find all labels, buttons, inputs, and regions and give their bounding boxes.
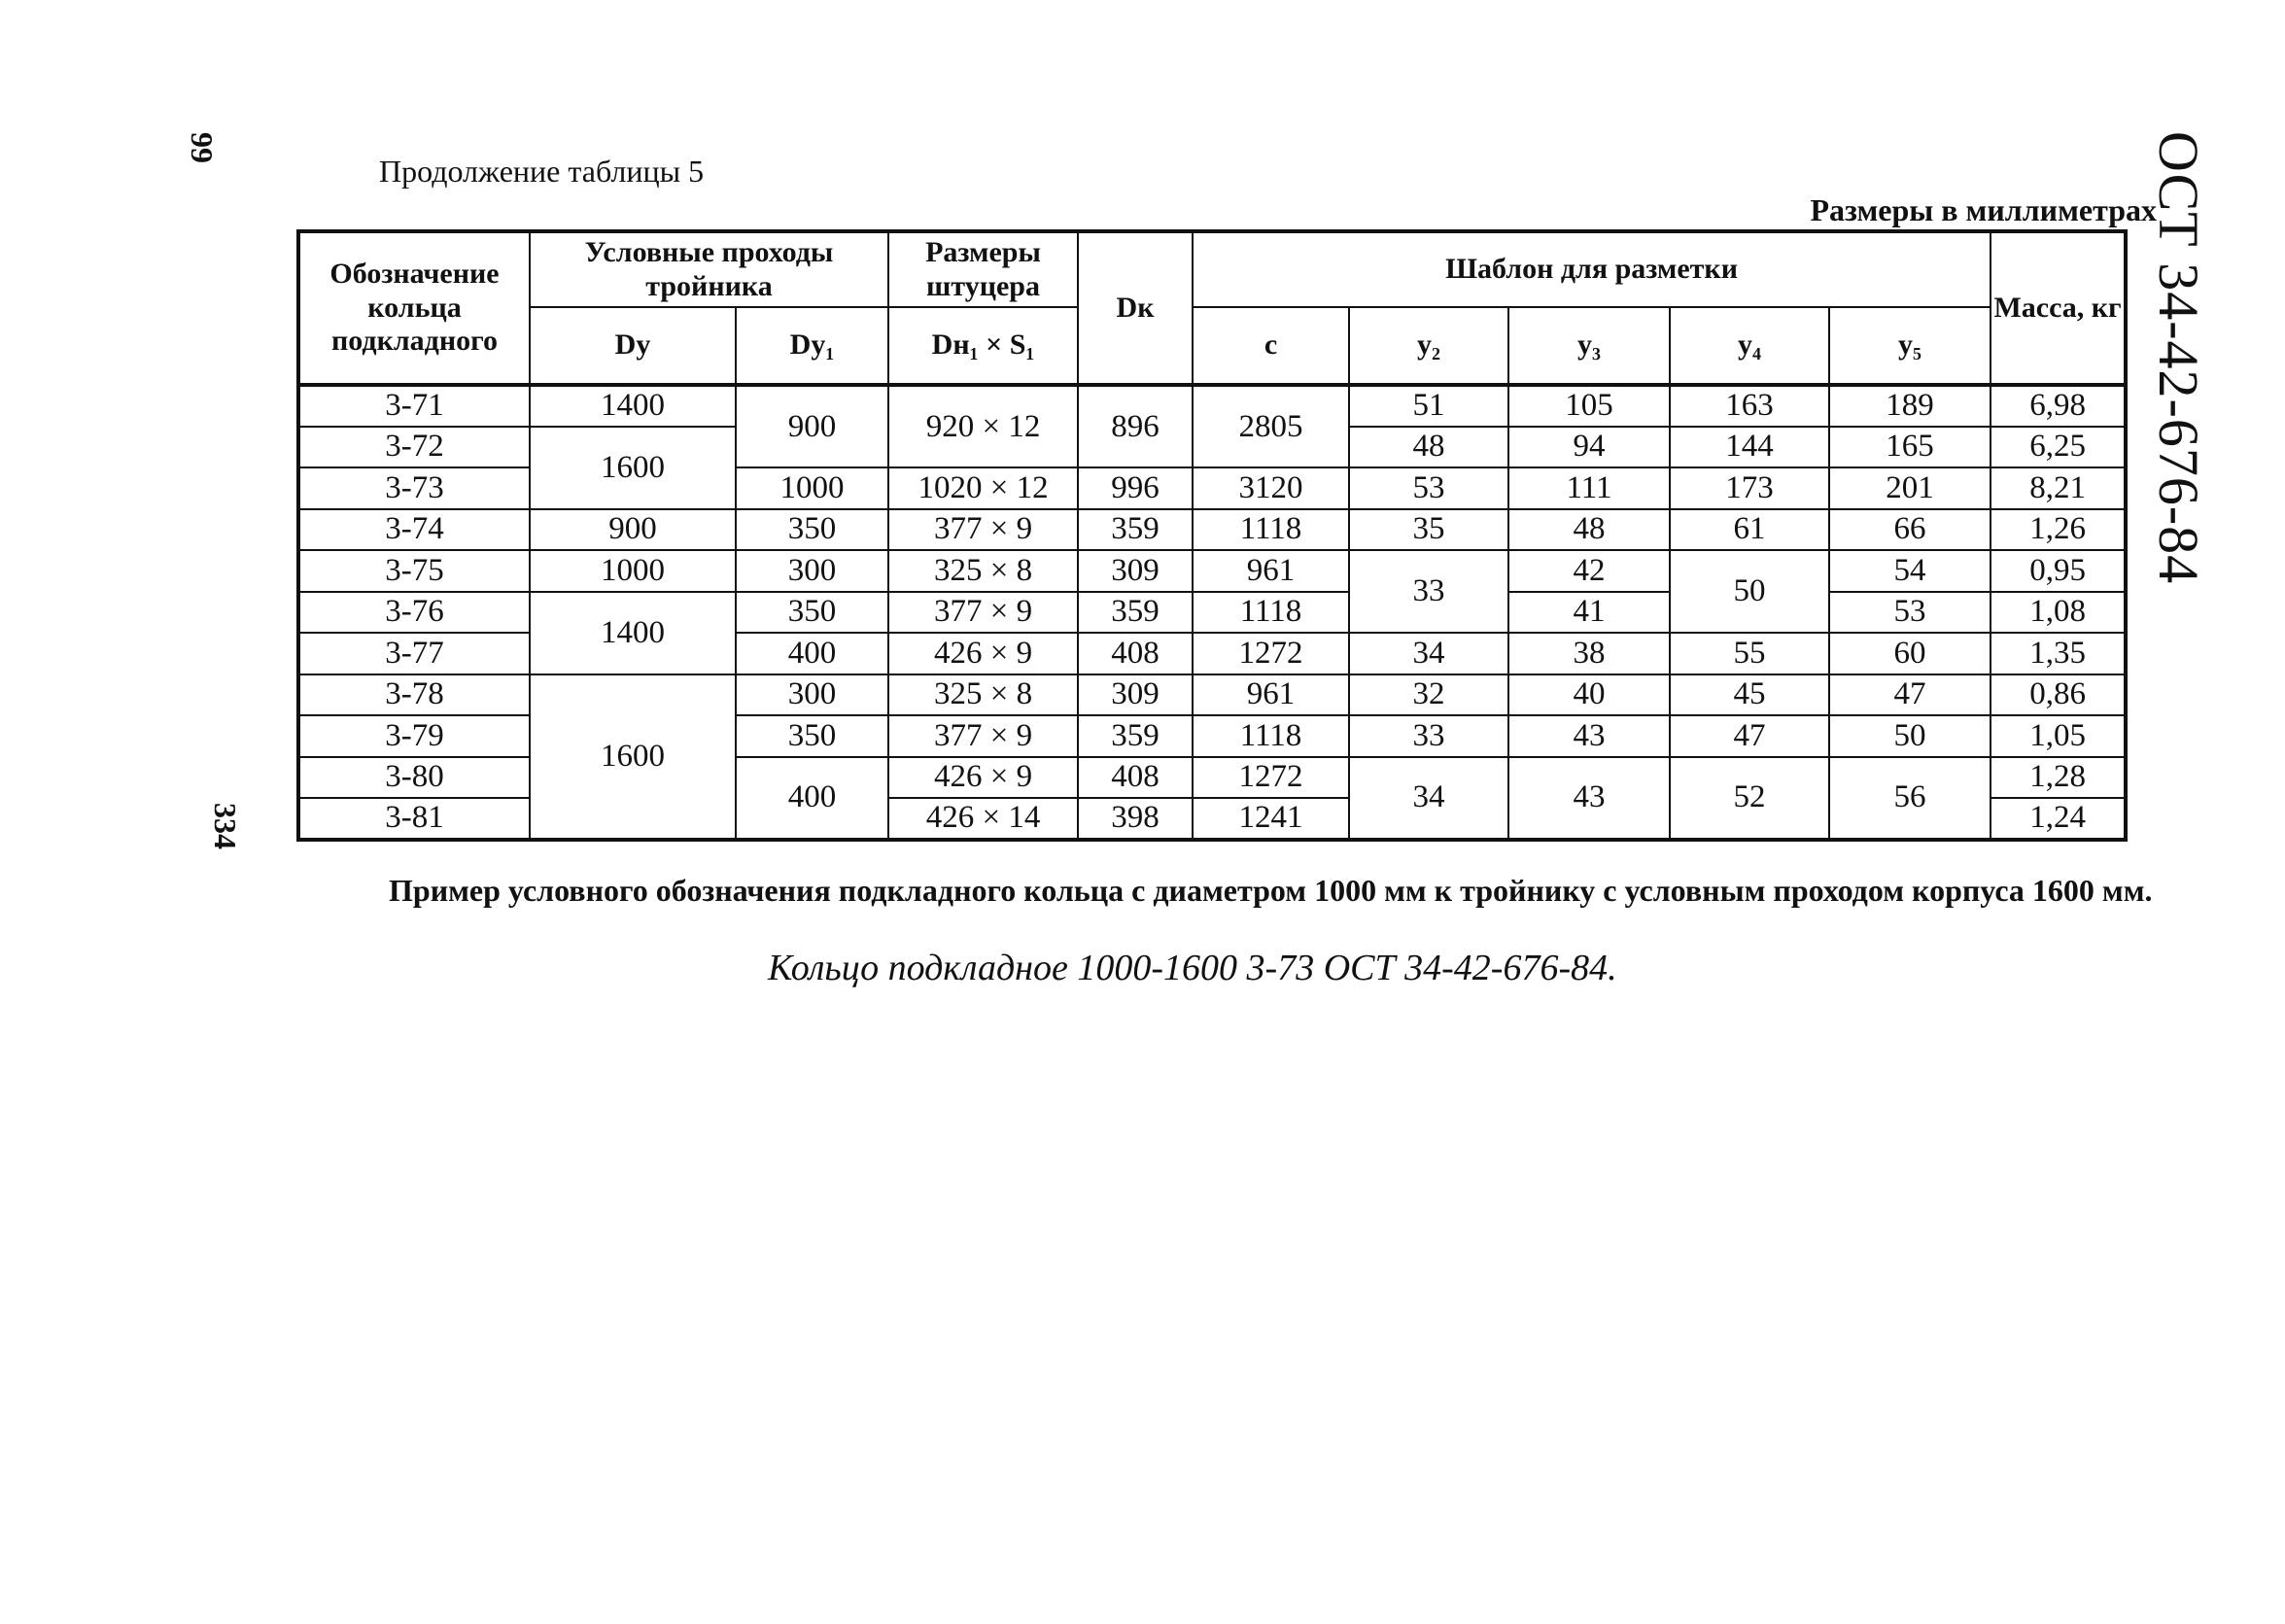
cell-y2: 51 bbox=[1349, 385, 1508, 427]
cell-dk: 359 bbox=[1078, 715, 1193, 757]
cell-y3: 40 bbox=[1508, 674, 1670, 716]
cell-y5: 66 bbox=[1829, 509, 1991, 551]
cell-y3: 111 bbox=[1508, 467, 1670, 509]
header-y2: y₂ bbox=[1349, 307, 1508, 385]
cell-c: 961 bbox=[1193, 550, 1349, 592]
header-c: c bbox=[1193, 307, 1349, 385]
cell-dy1: 300 bbox=[736, 550, 888, 592]
cell-dy: 1400 bbox=[530, 592, 736, 674]
cell-y3: 38 bbox=[1508, 633, 1670, 674]
cell-c: 1241 bbox=[1193, 798, 1349, 840]
table-row bbox=[298, 592, 2126, 634]
cell-y5: 201 bbox=[1829, 467, 1991, 509]
cell-mass: 1,35 bbox=[1991, 633, 2126, 674]
cell-mass: 1,05 bbox=[1991, 715, 2126, 757]
cell-fitting: 377 × 9 bbox=[888, 509, 1078, 551]
header-dk: Dк bbox=[1078, 231, 1193, 385]
page-number-bottom: 334 bbox=[208, 803, 243, 849]
table-row bbox=[298, 509, 2126, 551]
cell-c: 1118 bbox=[1193, 715, 1349, 757]
cell-dy1: 900 bbox=[736, 385, 888, 467]
cell-dk: 309 bbox=[1078, 550, 1193, 592]
header-dy1: Dy₁ bbox=[736, 307, 888, 385]
cell-designation: 3-74 bbox=[298, 509, 530, 551]
cell-y3: 105 bbox=[1508, 385, 1670, 427]
cell-c: 1118 bbox=[1193, 592, 1349, 634]
cell-mass: 1,28 bbox=[1991, 757, 2126, 799]
cell-fitting: 426 × 9 bbox=[888, 633, 1078, 674]
example-text: Пример условного обозначения подкладного кольца с диаметром 1000 мм к тройнику с условным проходом корпуса 1600 мм. bbox=[389, 873, 2153, 908]
cell-y5: 165 bbox=[1829, 427, 1991, 468]
cell-y4: 45 bbox=[1670, 674, 1829, 716]
table-row bbox=[298, 385, 2126, 427]
cell-y4: 163 bbox=[1670, 385, 1829, 427]
cell-c: 1118 bbox=[1193, 509, 1349, 551]
header-fitting-sub: Dн₁ × S₁ bbox=[888, 307, 1078, 385]
cell-y2: 34 bbox=[1349, 633, 1508, 674]
header-mass: Масса, кг bbox=[1991, 231, 2126, 385]
cell-designation: 3-72 bbox=[298, 427, 530, 468]
cell-dk: 359 bbox=[1078, 592, 1193, 634]
header-y3: y₃ bbox=[1508, 307, 1670, 385]
cell-y5: 60 bbox=[1829, 633, 1991, 674]
cell-designation: 3-77 bbox=[298, 633, 530, 674]
cell-fitting: 426 × 14 bbox=[888, 798, 1078, 840]
cell-designation: 3-76 bbox=[298, 592, 530, 634]
cell-designation: 3-80 bbox=[298, 757, 530, 799]
cell-y5: 47 bbox=[1829, 674, 1991, 716]
cell-y5: 53 bbox=[1829, 592, 1991, 634]
cell-y5: 189 bbox=[1829, 385, 1991, 427]
cell-dy: 1400 bbox=[530, 385, 736, 427]
cell-mass: 0,95 bbox=[1991, 550, 2126, 592]
cell-dy1: 400 bbox=[736, 633, 888, 674]
page-number-top: 99 bbox=[185, 132, 220, 163]
header-y5: y₅ bbox=[1829, 307, 1991, 385]
cell-fitting: 377 × 9 bbox=[888, 715, 1078, 757]
cell-c: 2805 bbox=[1193, 385, 1349, 467]
cell-dy1: 350 bbox=[736, 592, 888, 634]
cell-mass: 1,26 bbox=[1991, 509, 2126, 551]
header-template: Шаблон для разметки bbox=[1193, 231, 1991, 307]
cell-dy: 1600 bbox=[530, 427, 736, 509]
cell-mass: 6,25 bbox=[1991, 427, 2126, 468]
standard-code: ОСТ 34-42-676-84 bbox=[2147, 131, 2210, 585]
cell-mass: 8,21 bbox=[1991, 467, 2126, 509]
header-fitting: Размеры штуцера bbox=[888, 231, 1078, 307]
cell-y2: 34 bbox=[1349, 757, 1508, 840]
cell-dk: 996 bbox=[1078, 467, 1193, 509]
cell-dk: 309 bbox=[1078, 674, 1193, 716]
cell-y2: 33 bbox=[1349, 715, 1508, 757]
designation-example: Кольцо подкладное 1000-1600 3-73 ОСТ 34-42-676-84. bbox=[768, 948, 1617, 988]
cell-c: 961 bbox=[1193, 674, 1349, 716]
cell-y2: 48 bbox=[1349, 427, 1508, 468]
table-row bbox=[298, 674, 2126, 716]
cell-mass: 1,24 bbox=[1991, 798, 2126, 840]
ring-dimensions-table bbox=[296, 229, 2128, 842]
cell-dk: 398 bbox=[1078, 798, 1193, 840]
cell-fitting: 325 × 8 bbox=[888, 550, 1078, 592]
cell-fitting: 325 × 8 bbox=[888, 674, 1078, 716]
cell-dy1: 300 bbox=[736, 674, 888, 716]
cell-designation: 3-79 bbox=[298, 715, 530, 757]
cell-y4: 173 bbox=[1670, 467, 1829, 509]
cell-mass: 6,98 bbox=[1991, 385, 2126, 427]
cell-fitting: 920 × 12 bbox=[888, 385, 1078, 467]
header-y4: y₄ bbox=[1670, 307, 1829, 385]
cell-mass: 0,86 bbox=[1991, 674, 2126, 716]
cell-dy: 1000 bbox=[530, 550, 736, 592]
cell-y5: 54 bbox=[1829, 550, 1991, 592]
cell-dy: 1600 bbox=[530, 674, 736, 840]
cell-y4: 52 bbox=[1670, 757, 1829, 840]
cell-dk: 408 bbox=[1078, 633, 1193, 674]
cell-fitting: 377 × 9 bbox=[888, 592, 1078, 634]
cell-y4: 55 bbox=[1670, 633, 1829, 674]
cell-y3: 48 bbox=[1508, 509, 1670, 551]
header-passages: Условные проходы тройника bbox=[530, 231, 888, 307]
cell-designation: 3-78 bbox=[298, 674, 530, 716]
cell-dk: 359 bbox=[1078, 509, 1193, 551]
cell-y4: 144 bbox=[1670, 427, 1829, 468]
cell-y5: 56 bbox=[1829, 757, 1991, 840]
table-row bbox=[298, 550, 2126, 592]
cell-dk: 408 bbox=[1078, 757, 1193, 799]
cell-y2: 53 bbox=[1349, 467, 1508, 509]
cell-mass: 1,08 bbox=[1991, 592, 2126, 634]
cell-designation: 3-75 bbox=[298, 550, 530, 592]
cell-y5: 50 bbox=[1829, 715, 1991, 757]
cell-dy1: 400 bbox=[736, 757, 888, 840]
cell-y3: 94 bbox=[1508, 427, 1670, 468]
cell-c: 1272 bbox=[1193, 757, 1349, 799]
cell-y4: 61 bbox=[1670, 509, 1829, 551]
cell-designation: 3-71 bbox=[298, 385, 530, 427]
cell-c: 1272 bbox=[1193, 633, 1349, 674]
table-caption: Продолжение таблицы 5 bbox=[379, 154, 705, 189]
cell-dy1: 350 bbox=[736, 715, 888, 757]
cell-y3: 41 bbox=[1508, 592, 1670, 634]
header-dy: Dy bbox=[530, 307, 736, 385]
cell-y2: 35 bbox=[1349, 509, 1508, 551]
cell-y3: 42 bbox=[1508, 550, 1670, 592]
header-designation: Обозначение кольца подкладного bbox=[298, 231, 530, 385]
cell-dk: 896 bbox=[1078, 385, 1193, 467]
cell-y3: 43 bbox=[1508, 715, 1670, 757]
cell-y2: 32 bbox=[1349, 674, 1508, 716]
cell-y3: 43 bbox=[1508, 757, 1670, 840]
cell-c: 3120 bbox=[1193, 467, 1349, 509]
units-note: Размеры в миллиметрах bbox=[1810, 192, 2157, 227]
cell-designation: 3-73 bbox=[298, 467, 530, 509]
cell-y2: 33 bbox=[1349, 550, 1508, 633]
cell-dy1: 1000 bbox=[736, 467, 888, 509]
cell-y4: 47 bbox=[1670, 715, 1829, 757]
cell-fitting: 426 × 9 bbox=[888, 757, 1078, 799]
cell-y4: 50 bbox=[1670, 550, 1829, 633]
cell-dy1: 350 bbox=[736, 509, 888, 551]
cell-designation: 3-81 bbox=[298, 798, 530, 840]
cell-dy: 900 bbox=[530, 509, 736, 551]
cell-fitting: 1020 × 12 bbox=[888, 467, 1078, 509]
